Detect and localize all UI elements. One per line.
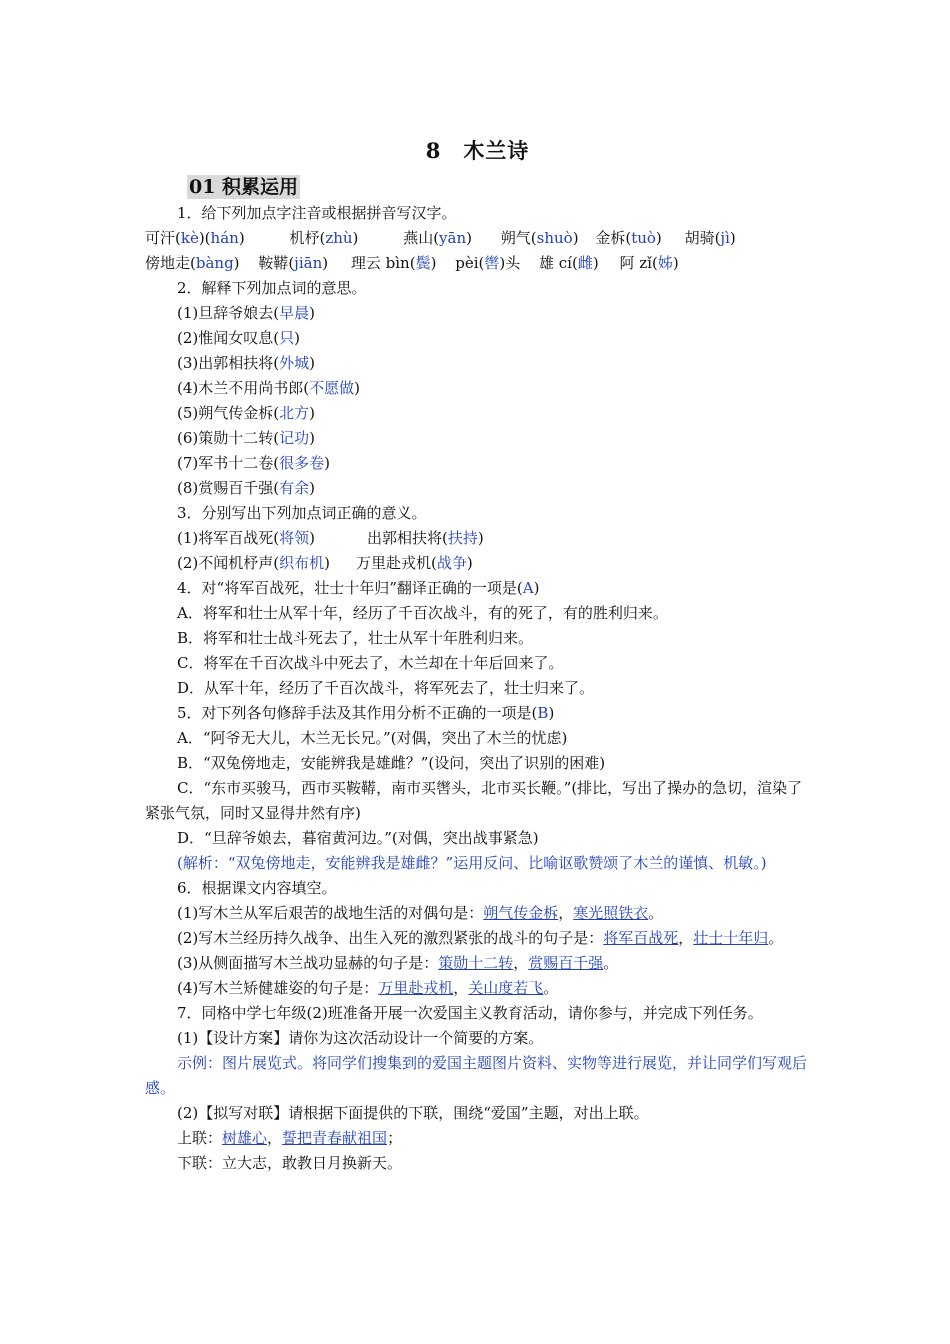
question-3-stem: 3．分别写出下列加点词正确的意义。 [177,504,427,522]
question-6-stem: 6．根据课文内容填空。 [177,879,337,897]
question-4-stem: 4．对“将军百战死，壮士十年归”翻译正确的一项是(A) [177,579,540,597]
q1-item: pèi(辔)头 [455,254,521,272]
q2-item: (2)惟闻女叹息(只) [177,329,300,347]
q3-row: (2)不闻机杼声(织布机) 万里赴戎机(战争) [177,554,473,572]
q4-option: A．将军和壮士从军十年，经历了千百次战斗，有的死了，有的胜利归来。 [177,604,668,622]
q7-part2: (2)【拟写对联】请根据下面提供的下联，围绕“爱国”主题，对出上联。 [177,1104,649,1122]
q1-item: 鞍鞯(jiān) [258,254,329,272]
q2-item: (4)木兰不用尚书郎(不愿做) [177,379,360,397]
q1-item: 胡骑(jì) [684,229,736,247]
q7-part1: (1)【设计方案】请你为这次活动设计一个简要的方案。 [177,1029,544,1047]
question-2-stem: 2．解释下列加点词的意思。 [177,279,367,297]
q1-item: 雄 cí(雌) [539,254,599,272]
question-1-row2 [145,251,810,276]
q1-item: 朔气(shuò) [500,229,579,247]
q2-item: (5)朔气传金柝(北方) [177,404,315,422]
page-title [145,135,810,165]
q3-row: (1)将军百战死(将领) 出郭相扶将(扶持) [177,529,484,547]
q2-item: (8)赏赐百千强(有余) [177,479,315,497]
q4-option: D．从军十年，经历了千百次战斗，将军死去了，壮士归来了。 [177,679,595,697]
q1-item: 燕山(yān) [403,229,472,247]
question-7-stem: 7．同格中学七年级(2)班准备开展一次爱国主义教育活动，请你参与，并完成下列任务。 [177,1004,763,1022]
q6-item: (1)写木兰从军后艰苦的战地生活的对偶句是：朔气传金柝，寒光照铁衣。 [177,904,664,922]
question-1-stem: 1．给下列加点字注音或根据拼音写汉字。 [177,204,457,222]
q5-option: B．“双兔傍地走，安能辨我是雄雌？”(设问，突出了识别的困难) [177,754,606,772]
q1-item: 金柝(tuò) [595,229,662,247]
q1-item: 可汗(kè)(hán) [145,229,245,247]
q5-analysis: (解析：“双兔傍地走，安能辨我是雄雌？”运用反问、比喻讴歌赞颂了木兰的谨慎、机敏。) [177,854,767,872]
q7-upper-couplet: 上联：树雄心，誓把青春献祖国； [177,1129,403,1147]
q1-item: 傍地走(bàng) [145,254,240,272]
q7-part1-answer: 示例：图片展览式。将同学们搜集到的爱国主题图片资料、实物等进行展览，并让同学们写观后感。 [145,1054,808,1097]
q5-option: D．“旦辞爷娘去，暮宿黄河边。”(对偶，突出战事紧急) [177,829,539,847]
q7-lower-couplet: 下联：立大志，敢教日月换新天。 [177,1154,403,1172]
q1-item: 阿 zǐ(姊) [619,254,679,272]
section-heading: 01 积累运用 [189,176,299,198]
q4-option: C．将军在千百次战斗中死去了，木兰却在十年后回来了。 [177,654,564,672]
q2-item: (1)旦辞爷娘去(早晨) [177,304,315,322]
q2-item: (3)出郭相扶将(外城) [177,354,315,372]
lesson-title: 木兰诗 [463,138,530,163]
q5-option: C．“东市买骏马，西市买鞍鞯，南市买辔头，北市买长鞭。”(排比，写出了操办的急切，渲染了紧张气氛，同时又显得井然有序) [145,779,803,822]
question-1-row1 [145,226,810,251]
worksheet-page [145,135,810,1176]
q2-item: (7)军书十二卷(很多卷) [177,454,330,472]
lesson-number: 8 [425,138,442,163]
q2-item: (6)策勋十二转(记功) [177,429,315,447]
q5-option: A．“阿爷无大儿，木兰无长兄。”(对偶，突出了木兰的忧虑) [177,729,568,747]
q6-item: (3)从侧面描写木兰战功显赫的句子是：策勋十二转，赏赐百千强。 [177,954,619,972]
q4-option: B．将军和壮士战斗死去了，壮士从军十年胜利归来。 [177,629,534,647]
question-5-stem: 5．对下列各句修辞手法及其作用分析不正确的一项是(B) [177,704,555,722]
q6-item: (4)写木兰矫健雄姿的句子是：万里赴戎机，关山度若飞。 [177,979,559,997]
q6-item: (2)写木兰经历持久战争、出生入死的激烈紧张的战斗的句子是：将军百战死，壮士十年归。 [177,929,784,947]
q1-item: 机杼(zhù) [289,229,359,247]
q1-item: 理云 bìn(鬓) [350,254,437,272]
